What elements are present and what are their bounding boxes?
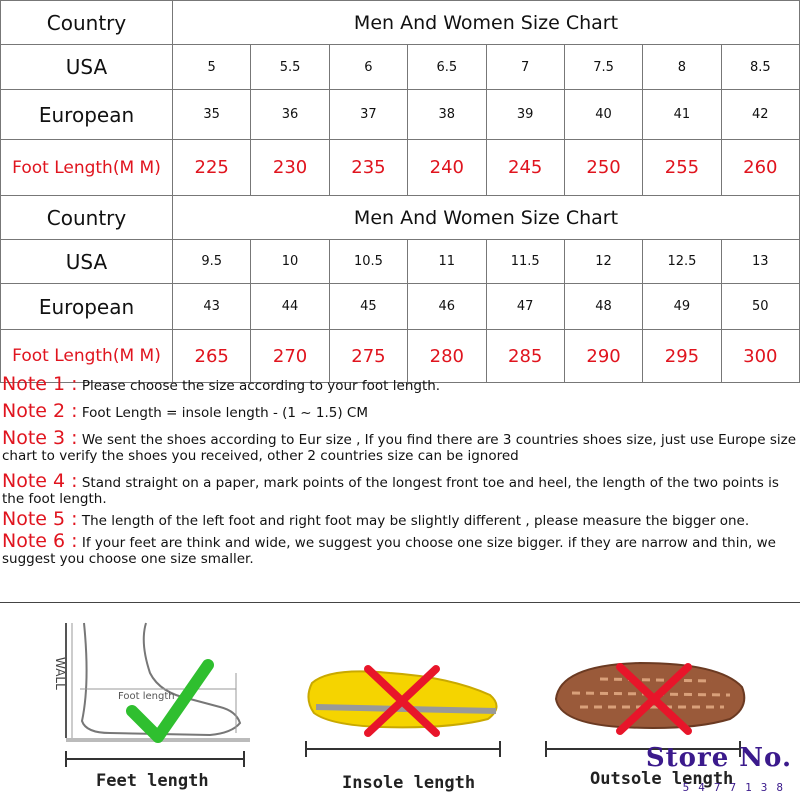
size-cell: 7.5 bbox=[564, 45, 642, 90]
size-cell: 35 bbox=[173, 90, 251, 140]
foot-length-row bbox=[1, 140, 800, 196]
notes-section bbox=[2, 373, 797, 571]
size-cell: 47 bbox=[486, 284, 564, 330]
size-cell: 9.5 bbox=[173, 240, 251, 284]
foot-length-label: Foot Length(M M) bbox=[1, 330, 173, 383]
foot-length-cell: 290 bbox=[564, 330, 642, 383]
size-cell: 36 bbox=[251, 90, 329, 140]
chart-title: Men And Women Size Chart bbox=[173, 196, 800, 240]
size-cell: 5.5 bbox=[251, 45, 329, 90]
size-table-2 bbox=[0, 195, 800, 383]
foot-length-cell: 265 bbox=[173, 330, 251, 383]
size-cell: 11 bbox=[408, 240, 486, 284]
size-cell: 11.5 bbox=[486, 240, 564, 284]
insole-measure-line bbox=[306, 741, 500, 757]
wall-icon bbox=[53, 623, 72, 738]
feet-length-caption: Feet length bbox=[96, 771, 209, 791]
european-label: European bbox=[1, 90, 173, 140]
note-1 bbox=[2, 373, 797, 395]
country-header: Country bbox=[1, 1, 173, 45]
measurement-illustrations bbox=[0, 603, 800, 800]
size-cell: 8.5 bbox=[721, 45, 799, 90]
size-cell: 40 bbox=[564, 90, 642, 140]
outsole-length-caption: Outsole length bbox=[590, 769, 734, 789]
size-cell: 39 bbox=[486, 90, 564, 140]
note-2 bbox=[2, 400, 797, 422]
foot-length-cell: 240 bbox=[408, 140, 486, 196]
note-label: Note 6 : bbox=[2, 530, 78, 552]
note-text: If your feet are think and wide, we suggest you choose one size bigger. if they are narrow and thin, we suggest you choose one size smaller. bbox=[2, 535, 776, 567]
size-cell: 48 bbox=[564, 284, 642, 330]
size-cell: 46 bbox=[408, 284, 486, 330]
usa-row bbox=[1, 240, 800, 284]
note-label: Note 5 : bbox=[2, 508, 78, 530]
note-4 bbox=[2, 470, 797, 507]
note-label: Note 1 : bbox=[2, 373, 78, 395]
note-text: Please choose the size according to your foot length. bbox=[81, 378, 441, 394]
country-header: Country bbox=[1, 196, 173, 240]
foot-length-cell: 295 bbox=[643, 330, 721, 383]
chart-title: Men And Women Size Chart bbox=[173, 1, 800, 45]
foot-length-label: Foot Length(M M) bbox=[1, 140, 173, 196]
foot-length-cell: 255 bbox=[643, 140, 721, 196]
foot-length-cell: 270 bbox=[251, 330, 329, 383]
usa-label: USA bbox=[1, 240, 173, 284]
size-cell: 37 bbox=[329, 90, 407, 140]
foot-length-cell: 275 bbox=[329, 330, 407, 383]
foot-length-row bbox=[1, 330, 800, 383]
size-cell: 50 bbox=[721, 284, 799, 330]
european-label: European bbox=[1, 284, 173, 330]
foot-length-cell: 245 bbox=[486, 140, 564, 196]
usa-label: USA bbox=[1, 45, 173, 90]
european-row bbox=[1, 284, 800, 330]
note-text: We sent the shoes according to Eur size , If you find there are 3 countries shoes size, just use Europe size chart to verify the shoes you received, other 2 countries size can be ignored bbox=[2, 432, 797, 464]
note-5 bbox=[2, 508, 797, 530]
insole-length-caption: Insole length bbox=[342, 773, 476, 793]
note-label: Note 3 : bbox=[2, 427, 78, 449]
table-header-row bbox=[1, 1, 800, 45]
size-cell: 49 bbox=[643, 284, 721, 330]
store-number: 5477138 bbox=[682, 781, 792, 794]
size-cell: 41 bbox=[643, 90, 721, 140]
usa-row bbox=[1, 45, 800, 90]
table-header-row bbox=[1, 196, 800, 240]
foot-length-cell: 225 bbox=[173, 140, 251, 196]
foot-length-cell: 230 bbox=[251, 140, 329, 196]
foot-length-cell: 280 bbox=[408, 330, 486, 383]
european-row bbox=[1, 90, 800, 140]
foot-length-cell: 300 bbox=[721, 330, 799, 383]
note-text: The length of the left foot and right foot may be slightly different , please measure the bigger one. bbox=[81, 513, 750, 529]
size-cell: 8 bbox=[643, 45, 721, 90]
size-cell: 45 bbox=[329, 284, 407, 330]
note-3 bbox=[2, 427, 797, 464]
foot-length-cell: 250 bbox=[564, 140, 642, 196]
size-cell: 12 bbox=[564, 240, 642, 284]
size-cell: 10.5 bbox=[329, 240, 407, 284]
note-label: Note 4 : bbox=[2, 470, 78, 492]
note-6 bbox=[2, 530, 797, 567]
foot-length-cell: 260 bbox=[721, 140, 799, 196]
size-cell: 6 bbox=[329, 45, 407, 90]
size-cell: 10 bbox=[251, 240, 329, 284]
size-cell: 43 bbox=[173, 284, 251, 330]
store-label: Store No. bbox=[645, 743, 792, 773]
size-cell: 5 bbox=[173, 45, 251, 90]
size-cell: 13 bbox=[721, 240, 799, 284]
size-cell: 6.5 bbox=[408, 45, 486, 90]
size-table-1 bbox=[0, 0, 800, 196]
note-label: Note 2 : bbox=[2, 400, 78, 422]
note-text: Stand straight on a paper, mark points of the longest front toe and heel, the length of the two points is the foot length. bbox=[2, 475, 779, 507]
foot-length-label: Foot length bbox=[118, 691, 175, 702]
size-cell: 7 bbox=[486, 45, 564, 90]
size-cell: 44 bbox=[251, 284, 329, 330]
note-text: Foot Length = insole length - (1 ~ 1.5) CM bbox=[81, 405, 368, 421]
feet-measure-line bbox=[66, 751, 244, 767]
size-cell: 38 bbox=[408, 90, 486, 140]
wall-label: WALL bbox=[53, 657, 67, 690]
foot-length-cell: 235 bbox=[329, 140, 407, 196]
size-cell: 42 bbox=[721, 90, 799, 140]
size-cell: 12.5 bbox=[643, 240, 721, 284]
foot-icon bbox=[66, 623, 250, 740]
foot-length-cell: 285 bbox=[486, 330, 564, 383]
